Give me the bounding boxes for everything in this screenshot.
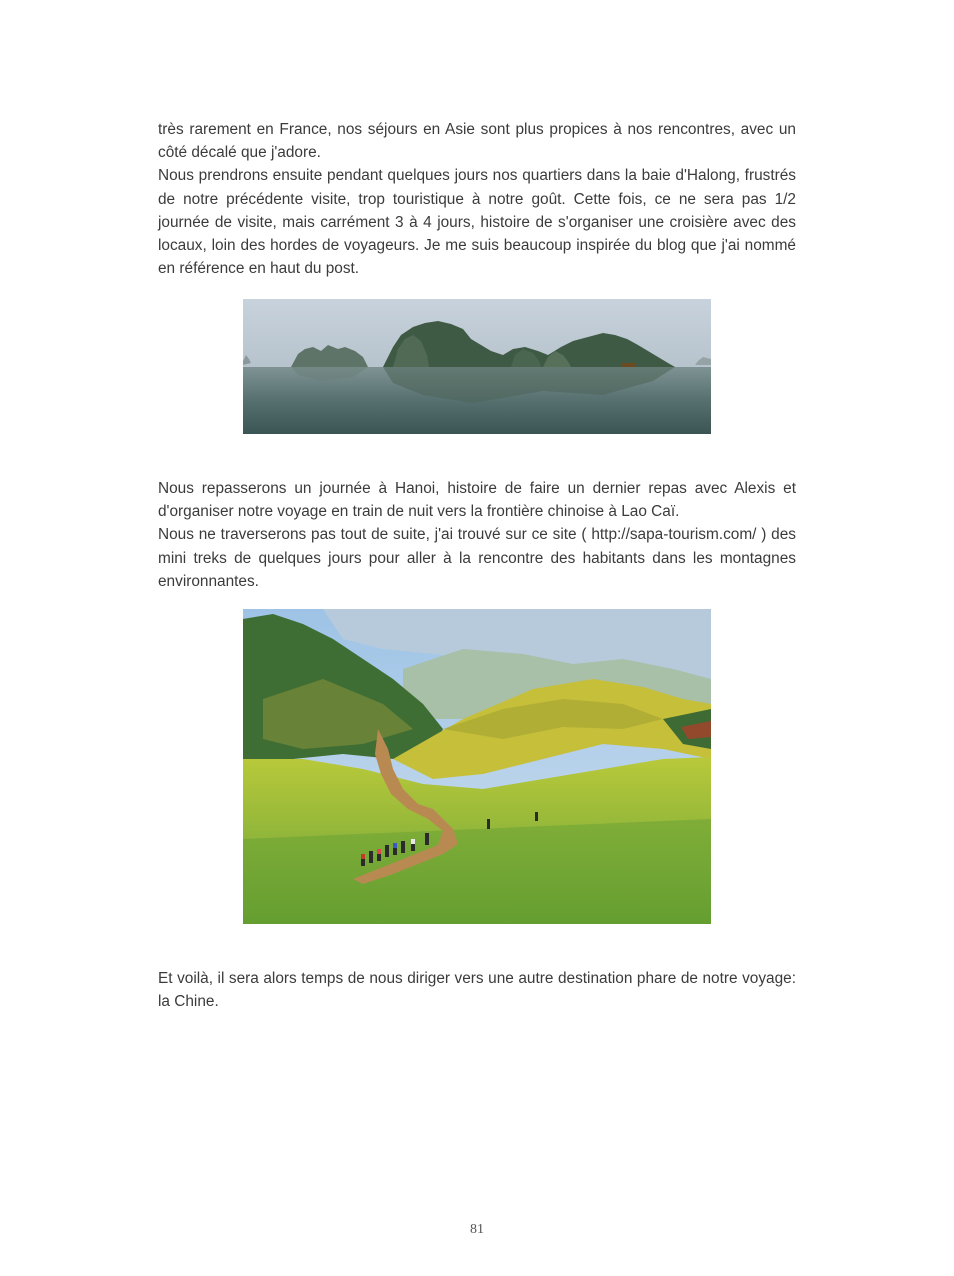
- paragraph: Nous repasserons un journée à Hanoi, histoire de faire un dernier repas avec Alexis et d'organiser notre voyage en train de nuit vers la frontière chinoise à Lao Caï.: [158, 480, 796, 521]
- paragraph: très rarement en France, nos séjours en Asie sont plus propices à nos rencontres, avec un côté décalé que j'adore.: [158, 121, 796, 162]
- text-block-middle: [158, 477, 796, 593]
- paragraph: Nous ne traverserons pas tout de suite, j'ai trouvé sur ce site ( http://sapa-tourism.com/ ) des mini treks de quelques jours pour aller à la rencontre des habitants dans les montagnes environnantes.: [158, 526, 796, 590]
- text-block-bottom: [158, 967, 796, 1013]
- paragraph: Et voilà, il sera alors temps de nous diriger vers une autre destination phare de notre voyage: la Chine.: [158, 970, 796, 1011]
- paragraph: Nous prendrons ensuite pendant quelques jours nos quartiers dans la baie d'Halong, frustrés de notre précédente visite, trop touristique à notre goût. Cette fois, ce ne sera pas 1/2 journée de visite, mais carrément 3 à 4 jours, histoire de s'organiser une croisière avec des locaux, loin des hordes de voyageurs. Je me suis beaucoup inspirée du blog que j'ai nommé en référence en haut du post.: [158, 167, 796, 278]
- text-block-top: [158, 118, 796, 280]
- halong-bay-photo: [243, 299, 711, 434]
- page-number: 81: [470, 1222, 484, 1237]
- sapa-rice-terraces-photo: [243, 609, 711, 924]
